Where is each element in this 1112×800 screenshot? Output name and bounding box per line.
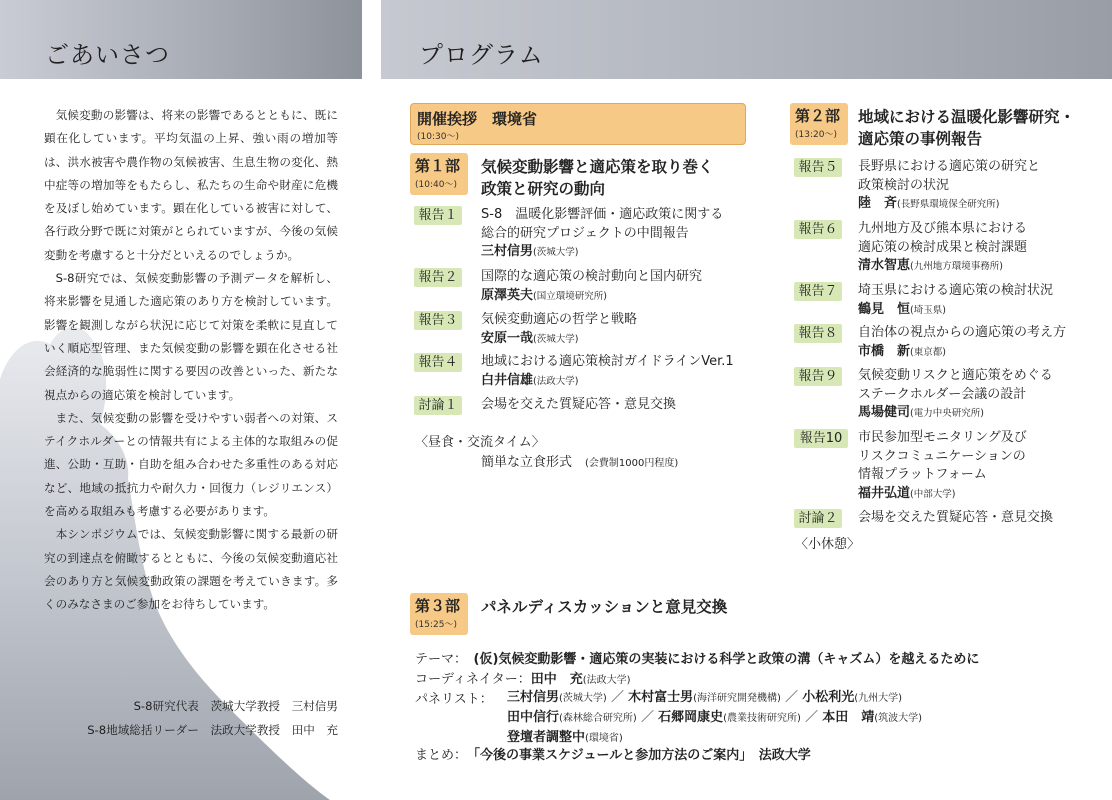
- signature-representative: S-8研究代表 茨城大学教授 三村信男: [133, 699, 338, 713]
- panelist-affiliation: (筑波大学): [874, 713, 923, 724]
- part1-title-line1: 気候変動影響と適応策を取り巻く: [481, 158, 714, 176]
- presenter-affiliation: (中部大学): [910, 488, 956, 500]
- panelist-name: 登壇者調整中: [507, 730, 586, 745]
- presenter-affiliation: (茨城大学): [533, 247, 579, 258]
- greeting-header-title: ごあいさつ: [45, 41, 170, 69]
- report6-title-line2: 適応策の検討成果と検討課題: [858, 239, 1028, 255]
- discussion1-text: 会場を交えた質疑応答・意見交換: [481, 397, 677, 412]
- theme-text: (仮)気候変動影響・適応策の実装における科学と政策の溝（キャズム）を越えるために: [473, 652, 980, 667]
- greeting-body: [44, 104, 338, 617]
- report6-tag: 報告６: [794, 220, 842, 239]
- report2: [481, 268, 702, 306]
- greeting-paragraph: S-8研究では、気候変動影響の予測データを解析し、将来影響を見通した適応策のあり方を検討しています。影響を観測しながら状況に応じて対策を柔軟に見直していく順応型管理、また気候変動の影響を顕在化させる社会経済的な脆弱性に関する要因の改善といった、新たな視点からの適応策を検討しています。: [44, 271, 338, 402]
- presenter-name: 市橋 新: [858, 343, 911, 359]
- report8-presenter: [858, 343, 1066, 363]
- presenter-affiliation: (九州地方環境事務所): [910, 261, 1003, 272]
- part2-title-line1: 地域における温暖化影響研究・: [858, 108, 1076, 126]
- report10-presenter: [858, 485, 1027, 505]
- report5-title-line1: 長野県における適応策の研究と: [858, 159, 1041, 174]
- coordinator-row: [415, 668, 631, 687]
- report2-title-line1: 国際的な適応策の検討動向と国内研究: [481, 269, 703, 284]
- report9-title-line1: 気候変動リスクと適応策をめぐる: [858, 368, 1053, 383]
- lunch-label: 〈昼食・交流タイム〉: [415, 435, 545, 450]
- panelist-affiliation: (森林総合研究所): [559, 713, 637, 724]
- lunch-note: (会費制1000円程度): [585, 458, 679, 469]
- presenter-name: 原澤英夫: [481, 287, 534, 303]
- report4-presenter: [481, 372, 734, 392]
- presenter-affiliation: (長野県環境保全研究所): [897, 199, 1000, 210]
- report10-tag: 報告10: [794, 429, 848, 448]
- panelist-affiliation: (海洋研究開発機構): [693, 693, 781, 704]
- presenter-affiliation: (茨城大学): [533, 333, 579, 345]
- break-label: 〈小休憩〉: [795, 537, 861, 552]
- report7-presenter: [858, 301, 1053, 321]
- report1-title-line1: S-8 温暖化影響評価・適応政策に関する: [481, 207, 724, 222]
- program-header-title: プログラム: [419, 41, 544, 69]
- report4-title-line1: 地域における適応策検討ガイドラインVer.1: [481, 354, 734, 369]
- panelist-affiliation: (九州大学): [854, 693, 903, 704]
- report4-tag: 報告４: [414, 353, 462, 372]
- presenter-name: 三村信男: [481, 244, 534, 259]
- panelist-label: パネリスト：: [415, 692, 493, 707]
- summary-row: [415, 744, 811, 763]
- part3-label: 第３部: [415, 597, 461, 615]
- part2-time: (13:20～): [795, 130, 837, 140]
- report3-presenter: [481, 330, 637, 350]
- theme-label: テーマ：: [415, 652, 461, 667]
- discussion1-tag: 討論１: [414, 396, 462, 415]
- panelist-name: 三村信男: [507, 690, 560, 705]
- report9-presenter: [858, 404, 1053, 424]
- report8-tag: 報告８: [794, 324, 842, 343]
- greeting-header: [0, 0, 362, 79]
- greeting-paragraph: また、気候変動の影響を受けやすい弱者への対策、ステイクホルダーとの情報共有による主体的な取組みの促進、公助・互助・自助を組み合わせた多重性のある対応など、地域の抵抗力や耐久力・回復力（レジリエンス）を高める取組みも考慮する必要があります。: [44, 410, 338, 519]
- report10: [858, 429, 1027, 504]
- report2-tag: 報告２: [414, 268, 462, 287]
- report3: [481, 311, 637, 349]
- discussion2-tag: 討論２: [794, 509, 842, 528]
- report6-presenter: [858, 257, 1027, 277]
- report1-title-line2: 総合的研究プロジェクトの中間報告: [481, 225, 689, 241]
- report8: [858, 324, 1066, 362]
- report9-tag: 報告９: [794, 367, 842, 386]
- report9: [858, 367, 1053, 424]
- lunch-detail: [481, 451, 678, 470]
- part3-tag: [410, 593, 468, 635]
- report5-tag: 報告５: [794, 158, 842, 177]
- panelist-affiliation: (茨城大学): [559, 693, 607, 704]
- presenter-name: 白井信雄: [481, 372, 534, 388]
- panelist-affiliation: (農業技術研究所): [723, 713, 801, 724]
- panelist-list: 三村信男(茨城大学) ／ 木村富士男(海洋研究開発機構) ／ 小松利光(九州大学) 田中信行(森林総合研究所) ／ 石郷岡康史(農業技術研究所) ／ 本田 靖(筑波大学) 登壇者調整中(環境省): [507, 690, 923, 745]
- presenter-affiliation: (法政大学): [533, 375, 579, 387]
- coordinator-name: 田中 充: [530, 672, 583, 687]
- part1-time: (10:40～): [415, 180, 457, 190]
- opening-block: [410, 103, 746, 145]
- report1-presenter: [481, 243, 723, 263]
- presenter-name: 馬場健司: [858, 405, 911, 420]
- presenter-name: 福井弘道: [858, 485, 911, 501]
- part2-label: 第２部: [795, 107, 841, 125]
- report5: [858, 158, 1040, 215]
- part3-title: パネルディスカッションと意見交換: [481, 598, 728, 616]
- presenter-affiliation: (国立環境研究所): [533, 290, 607, 302]
- part2-tag: [790, 103, 848, 145]
- presenter-affiliation: (電力中央研究所): [910, 408, 984, 419]
- report5-presenter: [858, 195, 1040, 215]
- part1-tag: [410, 153, 468, 195]
- greeting-paragraph: 本シンポジウムでは、気候変動影響に関する最新の研究の到達点を俯瞰するとともに、今後の気候変動適応社会のあり方と気候変動政策の課題を考えていきます。多くのみなさまのご参加をお待ちしています。: [44, 527, 338, 612]
- presenter-name: 清水智恵: [858, 258, 911, 273]
- report7: [858, 282, 1053, 320]
- part3-time: (15:25～): [415, 620, 457, 630]
- part1-title-line2: 政策と研究の動向: [481, 180, 606, 198]
- summary-text: 「今後の事業スケジュールと参加方法のご案内」 法政大学: [473, 748, 811, 763]
- report7-title-line1: 埼玉県における適応策の検討状況: [858, 283, 1054, 298]
- panelist-name: 木村富士男: [628, 690, 694, 705]
- part2-title-line2: 適応策の事例報告: [858, 130, 983, 148]
- panelist-name: 本田 靖: [822, 710, 875, 725]
- lunch-text: 簡単な立食形式: [481, 455, 573, 470]
- greeting-paragraph: 気候変動の影響は、将来の影響であるとともに、既に顕在化しています。平均気温の上昇、強い雨の増加等は、洪水被害や農作物の気候被害、生息生物の変化、熱中症等の増加等をもたらし、私たちの生命や財産に危機を及ぼし始めています。顕在化している被害に対して、各行政分野で既に対策がとられていますが、今後の気候変動を考慮すると十分だといえるのでしょうか。: [44, 108, 338, 262]
- report4: [481, 353, 734, 391]
- panelist-name: 石郷岡康史: [658, 710, 724, 725]
- report1-tag: 報告１: [414, 206, 462, 225]
- coordinator-label: コーディネイター：: [415, 672, 531, 687]
- presenter-name: 安原一哉: [481, 330, 534, 346]
- discussion2-text: 会場を交えた質疑応答・意見交換: [858, 510, 1054, 525]
- program-header: [381, 0, 1112, 79]
- report3-title-line1: 気候変動適応の哲学と戦略: [481, 312, 638, 327]
- report10-title-line2: リスクコミュニケーションの: [858, 448, 1026, 464]
- presenter-affiliation: (埼玉県): [910, 304, 946, 316]
- report7-tag: 報告７: [794, 282, 842, 301]
- panelist-name: 小松利光: [802, 690, 855, 705]
- panelist-affiliation: (環境省): [585, 733, 623, 744]
- presenter-name: 鶴見 恒: [858, 301, 911, 317]
- theme-row: [415, 648, 979, 667]
- presenter-affiliation: (東京都): [910, 346, 946, 358]
- report10-title-line1: 市民参加型モニタリング及び: [858, 430, 1027, 445]
- report6-title-line1: 九州地方及び熊本県における: [858, 221, 1028, 236]
- report5-title-line2: 政策検討の状況: [858, 177, 950, 193]
- opening-time: (10:30～): [417, 132, 459, 142]
- part1-label: 第１部: [415, 157, 461, 175]
- panelist-name: 田中信行: [507, 710, 560, 725]
- opening-title: 開催挨拶 環境省: [417, 110, 538, 128]
- report1: [481, 206, 723, 263]
- coordinator-affiliation: (法政大学): [582, 675, 631, 686]
- report3-tag: 報告３: [414, 311, 462, 330]
- summary-label: まとめ：: [415, 748, 461, 763]
- report2-presenter: [481, 287, 702, 307]
- report6: [858, 220, 1027, 277]
- report8-title-line1: 自治体の視点からの適応策の考え方: [858, 325, 1067, 340]
- report9-title-line2: ステークホルダー会議の設計: [858, 386, 1027, 402]
- presenter-name: 陸 斉: [858, 196, 898, 211]
- signature-leader: S-8地域総括リーダー 法政大学教授 田中 充: [87, 723, 338, 737]
- report10-title-line3: 情報プラットフォーム: [858, 467, 987, 482]
